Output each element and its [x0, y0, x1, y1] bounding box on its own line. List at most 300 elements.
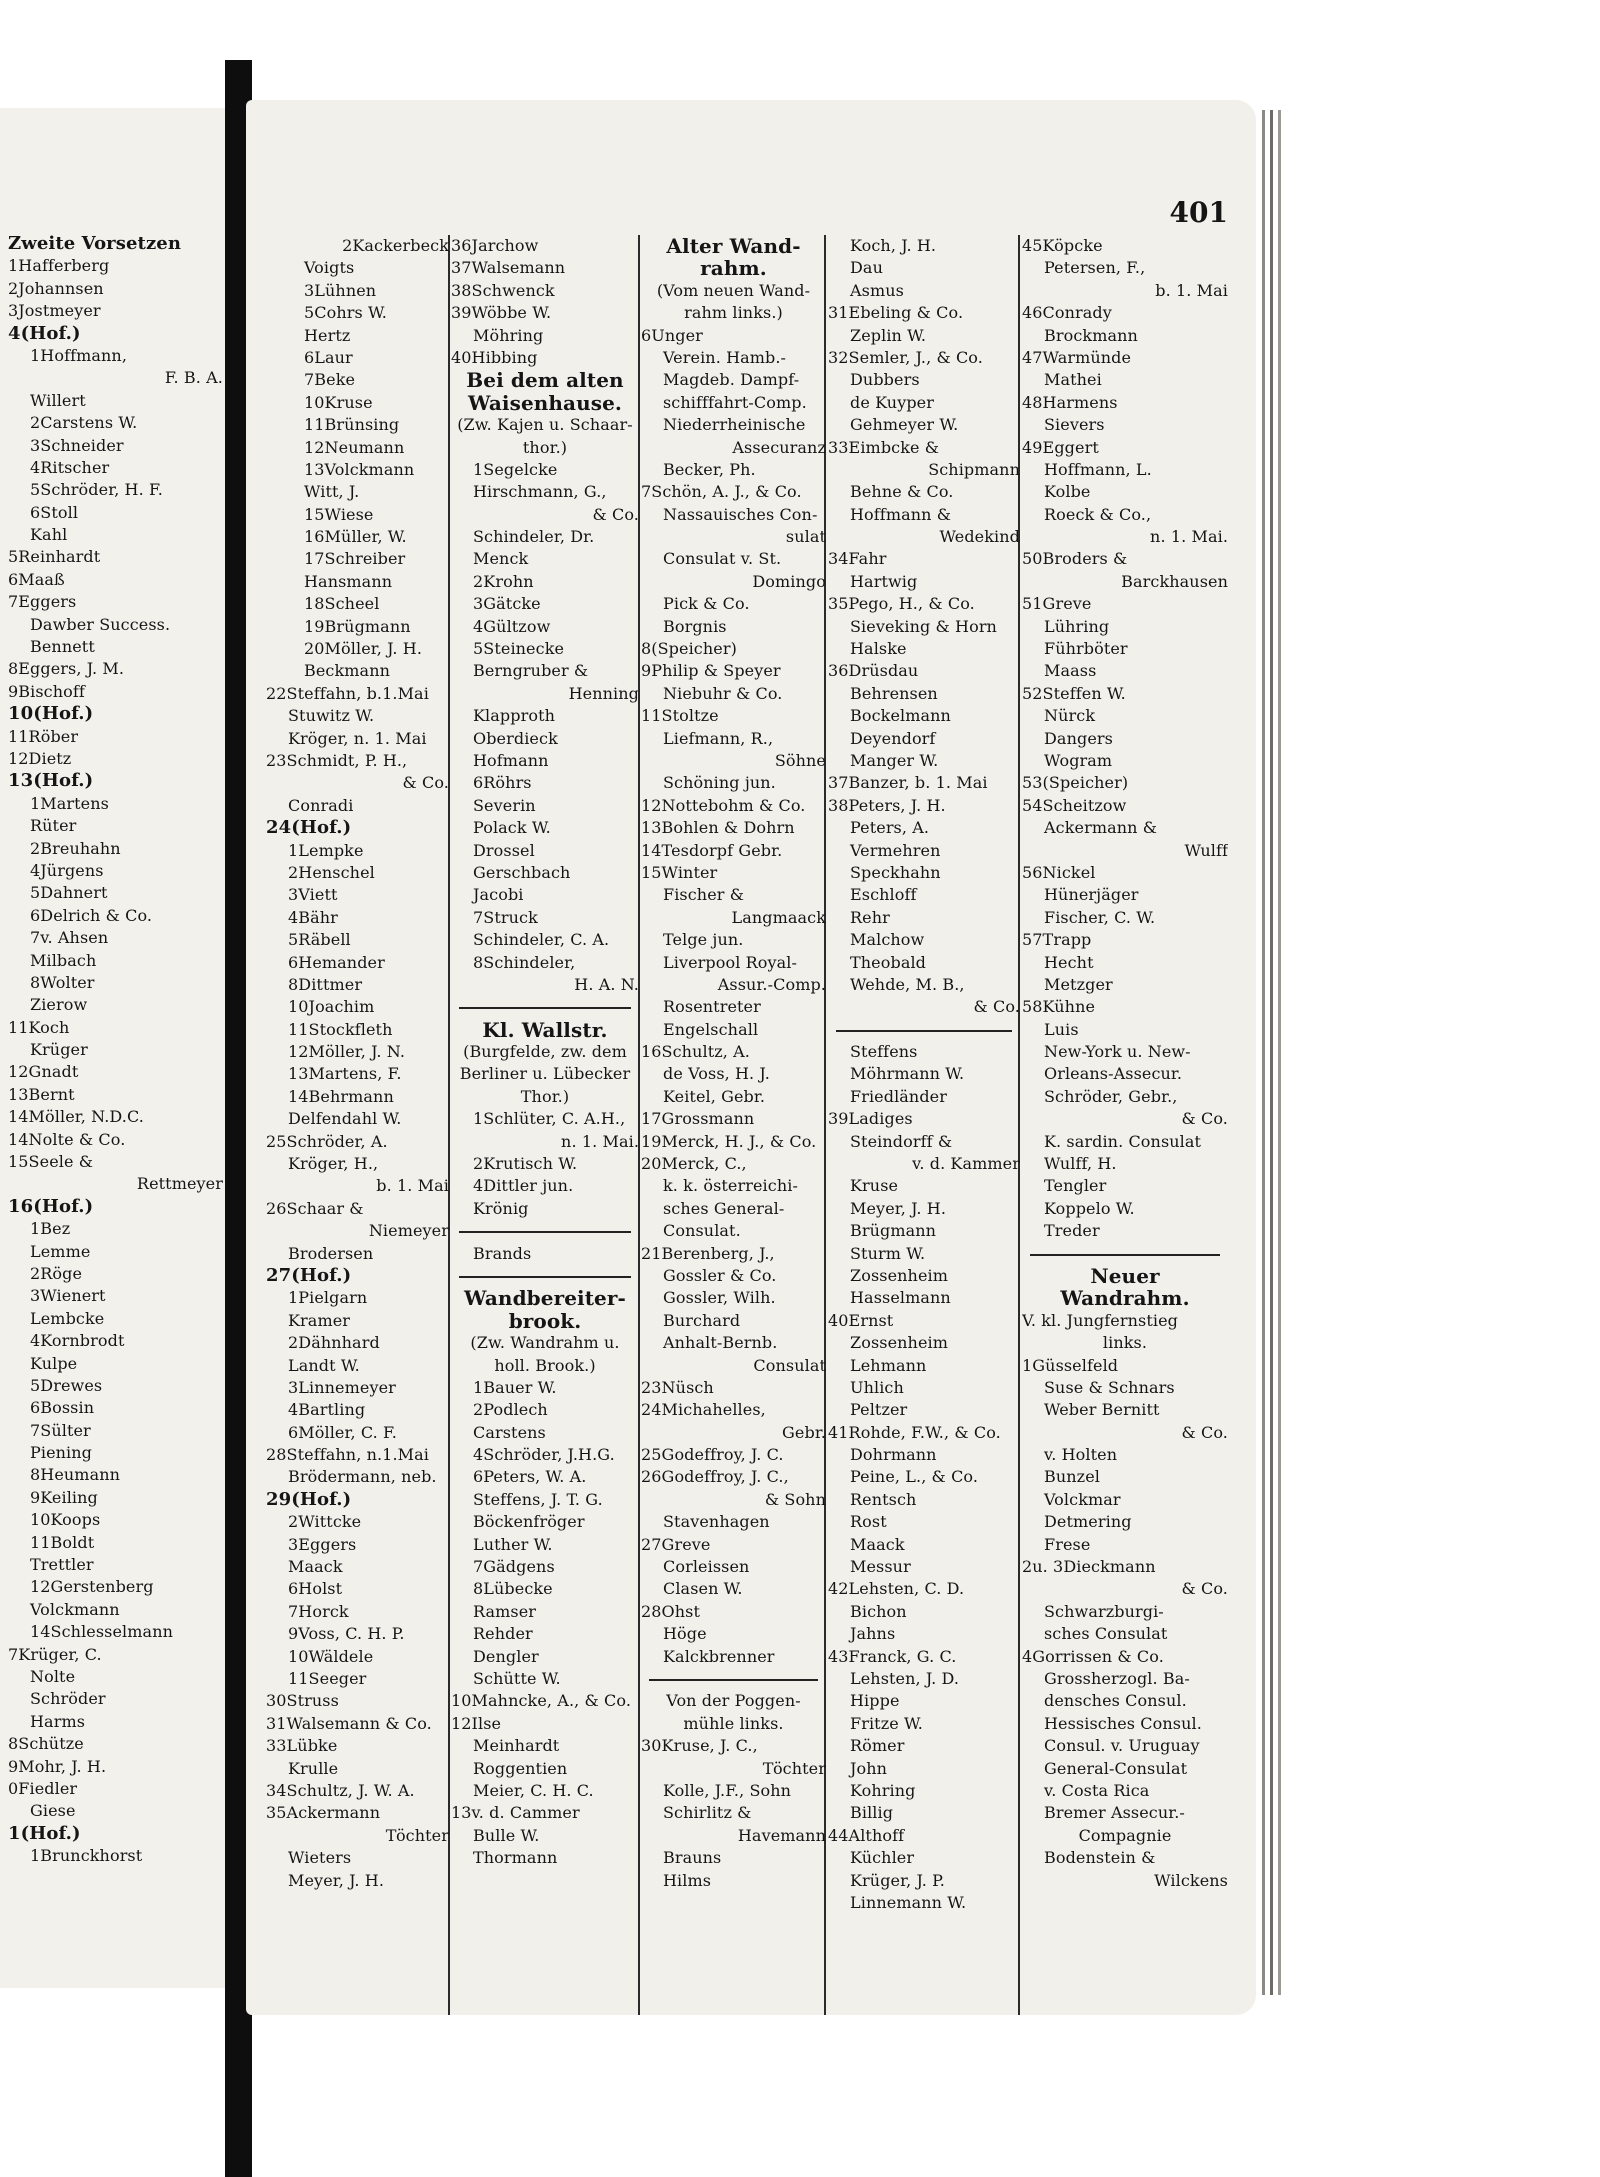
directory-entry: 13Volckmann [304, 459, 415, 479]
directory-entry: 4Gorrissen & Co. [1022, 1646, 1164, 1666]
directory-entry: 18Scheel [304, 594, 380, 614]
directory-entry: 53(Speicher) [1022, 773, 1129, 793]
directory-entry: 5Cohrs W. [304, 303, 387, 323]
directory-entry: Deyendorf [850, 728, 936, 748]
directory-entry: Töchter [762, 1758, 826, 1778]
directory-entry: Krulle [288, 1758, 339, 1778]
directory-entry: Nassauisches Con- [663, 504, 818, 524]
directory-entry: & Co. [402, 773, 449, 793]
directory-entry: Assecuranz [732, 437, 826, 457]
directory-entry: Zossenheim [850, 1333, 949, 1353]
directory-entry: 39Ladiges [828, 1109, 913, 1129]
directory-entry: Manger W. [850, 750, 939, 770]
directory-entry: 11Boldt [30, 1532, 95, 1552]
directory-entry: Hippe [850, 1691, 900, 1711]
directory-entry: Sturm W. [850, 1243, 926, 1263]
directory-entry: 31Ebeling & Co. [828, 303, 964, 323]
directory-entry: 4Kornbrodt [30, 1331, 125, 1351]
directory-entry: 3Linnemeyer [288, 1377, 396, 1397]
directory-entry: & Sohn [764, 1489, 826, 1509]
directory-entry: Nolte [30, 1667, 76, 1686]
directory-entry: schifffahrt-Comp. [663, 392, 807, 412]
left-page [0, 108, 225, 1988]
directory-entry: Dohrmann [850, 1445, 937, 1465]
directory-entry: Brockmann [1044, 325, 1138, 345]
directory-entry: 13Bohlen & Dohrn [641, 818, 795, 838]
directory-entry: 28Steffahn, n.1.Mai [266, 1445, 429, 1465]
directory-entry: Kulpe [30, 1353, 78, 1373]
directory-entry: Dawber Success. [30, 614, 171, 634]
directory-entry: 54Scheitzow [1022, 795, 1127, 815]
directory-entry: Koch, J. H. [850, 236, 937, 255]
directory-entry: John [850, 1758, 888, 1778]
directory-entry: 7Eggers [8, 592, 77, 612]
directory-entry: Hansmann [304, 571, 393, 591]
directory-entry: 14Möller, N.D.C. [8, 1107, 144, 1127]
directory-entry: Petersen, F., [1044, 258, 1146, 278]
directory-entry: Lehsten, J. D. [850, 1669, 960, 1688]
directory-entry: Havemann [737, 1825, 826, 1845]
directory-entry: Thor.) [520, 1086, 570, 1106]
directory-entry: 40Hibbing [451, 347, 538, 367]
directory-entry: Oberdieck [473, 728, 558, 748]
directory-entry: Kolle, J.F., Sohn [663, 1780, 792, 1800]
directory-entry: Wilckens [1154, 1870, 1228, 1890]
directory-entry: General-Consulat [1044, 1758, 1188, 1778]
directory-entry: Zeplin W. [850, 325, 927, 345]
directory-entry: 37Walsemann [451, 258, 566, 278]
directory-entry: 6Holst [288, 1579, 343, 1599]
directory-entry: 7Schön, A. J., & Co. [641, 482, 802, 502]
directory-entry: Landt W. [288, 1355, 360, 1375]
directory-entry: Brauns [663, 1848, 722, 1868]
directory-entry: Bulle W. [473, 1825, 540, 1845]
directory-entry: Fischer, C. W. [1044, 907, 1156, 927]
directory-entry: 8Lübecke [473, 1579, 553, 1599]
directory-entry: Compagnie [1078, 1825, 1172, 1845]
directory-entry: 10Joachim [288, 997, 375, 1017]
directory-entry: 5Räbell [288, 930, 351, 950]
directory-entry: Rosentreter [663, 997, 761, 1017]
directory-entry: Menck [473, 549, 529, 569]
directory-entry: Hilms [663, 1870, 712, 1890]
directory-entry: Sieveking & Horn [850, 616, 997, 636]
directory-entry: 57Trapp [1022, 930, 1092, 950]
directory-entry: Liverpool Royal- [663, 952, 797, 972]
directory-entry: Kolbe [1044, 482, 1091, 502]
section-heading: Zweite Vorsetzen [8, 233, 182, 254]
directory-entry: Willert [30, 390, 86, 410]
directory-entry: Orleans-Assecur. [1044, 1064, 1183, 1084]
directory-entry: 49Eggert [1022, 437, 1099, 457]
directory-entry: 11Koch [8, 1017, 70, 1037]
directory-entry: n. 1. Mai. [1150, 527, 1228, 547]
directory-entry: Magdeb. Dampf- [663, 370, 800, 390]
directory-entry: 8(Speicher) [641, 639, 737, 659]
directory-entry: Harms [30, 1711, 86, 1731]
directory-entry: 13Martens, F. [288, 1064, 402, 1084]
directory-entry: Römer [850, 1736, 905, 1756]
directory-entry: Schöning jun. [663, 773, 776, 793]
directory-entry: Niederrheinische [663, 415, 806, 435]
section-heading: Kl. Wallstr. [482, 1018, 608, 1042]
directory-entry: 3Gätcke [473, 594, 541, 614]
directory-entry: & Co. [592, 504, 639, 524]
directory-entry: Malchow [850, 930, 925, 950]
directory-entry: Wehde, M. B., [850, 974, 965, 994]
directory-entry: Meinhardt [473, 1736, 560, 1756]
directory-entry: Friedländer [850, 1086, 947, 1106]
directory-entry: 58Kühne [1022, 997, 1096, 1017]
section-heading: Wandrahm. [1060, 1287, 1190, 1310]
directory-entry: Roeck & Co., [1044, 504, 1152, 524]
directory-entry: Möhrmann W. [850, 1064, 965, 1084]
directory-entry: Treder [1044, 1221, 1100, 1241]
directory-entry: (Zw. Kajen u. Schaar- [457, 415, 633, 435]
directory-entry: V. kl. Jungfernstieg [1022, 1310, 1178, 1330]
directory-entry: Kruse [850, 1176, 899, 1196]
directory-entry: 12Neumann [304, 437, 405, 457]
directory-entry: Gossler, Wilh. [663, 1288, 776, 1308]
directory-entry: Borgnis [663, 616, 727, 636]
directory-entry: holl. Brook.) [494, 1355, 596, 1375]
directory-entry: 12Ilse [451, 1713, 502, 1733]
directory-entry: 23Nüsch [641, 1377, 714, 1397]
directory-entry: 4Jürgens [30, 860, 104, 880]
directory-entry: Clasen W. [663, 1579, 743, 1599]
directory-entry: 2Krohn [473, 571, 534, 591]
directory-entry: b. 1. Mai [376, 1176, 449, 1196]
section-heading: 16(Hof.) [8, 1195, 94, 1217]
directory-entry: 5Dahnert [30, 883, 108, 903]
directory-entry: 16Müller, W. [304, 527, 407, 547]
directory-entry: 3Viett [288, 885, 338, 905]
directory-entry: Steffens, J. T. G. [473, 1489, 603, 1509]
directory-entry: Anhalt-Bernb. [663, 1333, 778, 1353]
directory-entry: 35Ackermann [266, 1803, 381, 1823]
directory-entry: Von der Poggen- [666, 1691, 801, 1711]
directory-entry: Consul. v. Uruguay [1044, 1736, 1200, 1756]
directory-entry: Ramser [473, 1601, 537, 1621]
directory-entry: 14Schlesselmann [30, 1622, 173, 1642]
directory-entry: Volckmar [1044, 1489, 1121, 1509]
directory-entry: Thormann [473, 1848, 558, 1868]
directory-entry: 9Mohr, J. H. [8, 1756, 107, 1776]
directory-entry: Meyer, J. H. [288, 1870, 385, 1890]
directory-entry: 6Delrich & Co. [30, 905, 153, 925]
directory-entry: 7Sülter [30, 1420, 91, 1440]
directory-entry: 15Winter [641, 862, 718, 882]
directory-entry: 5Drewes [30, 1375, 103, 1395]
directory-entry: Beckmann [304, 661, 391, 681]
directory-entry: 19Merck, H. J., & Co. [641, 1131, 817, 1151]
directory-entry: 11Stoltze [641, 706, 719, 726]
directory-column-1 [266, 235, 449, 1892]
directory-entry: Maack [288, 1557, 343, 1577]
directory-entry: Schirlitz & [663, 1803, 752, 1823]
directory-entry: 4Bartling [288, 1400, 366, 1420]
directory-entry: Böckenfröger [473, 1512, 585, 1532]
directory-entry: Bichon [850, 1601, 907, 1621]
directory-entry: 2Podlech [473, 1400, 548, 1420]
directory-entry: Möhring [473, 325, 544, 345]
directory-entry: Wogram [1044, 750, 1113, 770]
directory-entry: Steffens [850, 1042, 918, 1062]
directory-entry: 31Walsemann & Co. [266, 1713, 432, 1733]
directory-entry: Stuwitz W. [288, 706, 375, 726]
directory-entry: 7Krüger, C. [8, 1644, 102, 1664]
directory-entry: de Voss, H. J. [663, 1064, 770, 1084]
directory-entry: 51Greve [1022, 594, 1092, 614]
directory-entry: 14Behrmann [288, 1086, 394, 1106]
directory-entry: Schipmann [928, 459, 1020, 479]
directory-entry: Bunzel [1044, 1467, 1100, 1487]
directory-entry: Jahns [850, 1624, 896, 1644]
page-edge [1262, 110, 1265, 1995]
directory-entry: densches Consul. [1044, 1691, 1187, 1711]
directory-entry: 25Schröder, A. [266, 1131, 388, 1151]
directory-entry: Linnemann W. [850, 1892, 967, 1912]
directory-entry: (Vom neuen Wand- [656, 280, 811, 300]
directory-entry: Luis [1044, 1019, 1079, 1039]
directory-entry: Messur [850, 1557, 911, 1577]
directory-entry: Rost [850, 1512, 887, 1532]
directory-entry: Ackermann & [1044, 818, 1158, 838]
directory-entry: 38Schwenck [451, 280, 555, 300]
directory-entry: 4Gültzow [473, 616, 551, 636]
directory-entry: Hessisches Consul. [1044, 1713, 1202, 1733]
directory-entry: 2Krutisch W. [473, 1154, 578, 1174]
directory-entry: Zierow [30, 995, 88, 1015]
directory-entry: 5Reinhardt [8, 547, 101, 567]
directory-entry: 1Bauer W. [473, 1377, 557, 1397]
directory-entry: 27Greve [641, 1534, 711, 1554]
directory-entry: 12Dietz [8, 748, 72, 768]
directory-entry: 37Banzer, b. 1. Mai [828, 773, 988, 793]
directory-entry: 8Schütze [8, 1734, 84, 1754]
directory-entry: n. 1. Mai. [561, 1131, 639, 1151]
directory-entry: 13Bernt [8, 1084, 75, 1104]
directory-entry: Behrensen [850, 683, 938, 703]
directory-entry: 33Lübke [266, 1736, 338, 1756]
directory-entry: F. B. A. [164, 368, 223, 388]
directory-entry: Brodersen [288, 1243, 374, 1263]
directory-entry: Mathei [1044, 370, 1102, 390]
page-number: 401 [1169, 196, 1228, 229]
directory-entry: 5Steinecke [473, 639, 565, 659]
directory-entry: Brödermann, neb. [288, 1467, 437, 1487]
directory-entry: K. sardin. Consulat [1044, 1131, 1202, 1151]
directory-entry: Henning [568, 683, 639, 703]
directory-entry: 25Godeffroy, J. C. [641, 1445, 784, 1465]
directory-entry: Uhlich [850, 1377, 904, 1397]
directory-entry: Schindeler, Dr. [473, 527, 595, 547]
directory-entry: mühle links. [683, 1713, 784, 1733]
directory-entry: 1Bez [30, 1219, 71, 1239]
directory-entry: 1Hoffmann, [30, 345, 128, 365]
directory-entry: Bremer Assecur.- [1044, 1803, 1185, 1823]
directory-entry: v. Costa Rica [1044, 1780, 1150, 1800]
directory-entry: Rüter [30, 816, 77, 836]
directory-entry: Berliner u. Lübecker [459, 1064, 631, 1084]
directory-entry: Steindorff & [850, 1131, 953, 1151]
directory-entry: Dangers [1044, 728, 1113, 748]
directory-entry: 17Schreiber [304, 549, 406, 569]
directory-entry: 0Fiedler [8, 1778, 78, 1798]
directory-entry: Grossherzogl. Ba- [1044, 1669, 1190, 1688]
directory-entry: Roggentien [473, 1758, 568, 1778]
directory-entry: Hartwig [850, 571, 918, 591]
directory-entry: Burchard [663, 1310, 741, 1330]
directory-entry: 1Hafferberg [8, 256, 110, 276]
directory-entry: Nürck [1044, 706, 1096, 726]
directory-entry: 15Wiese [304, 504, 374, 524]
directory-entry: 43Franck, G. C. [828, 1646, 957, 1666]
directory-entry: Carstens [473, 1422, 546, 1442]
directory-column-3 [641, 235, 826, 1892]
directory-entry: Engelschall [663, 1019, 759, 1039]
directory-entry: Niebuhr & Co. [663, 683, 783, 703]
directory-entry: Töchter [385, 1825, 449, 1845]
directory-entry: Trettler [30, 1555, 94, 1575]
directory-entry: 2Breuhahn [30, 838, 121, 858]
directory-entry: 20Merck, C., [641, 1154, 747, 1174]
directory-entry: Lühring [1044, 616, 1110, 636]
directory-entry: Frese [1044, 1534, 1091, 1554]
directory-entry: Stavenhagen [663, 1512, 770, 1532]
directory-entry: 30Struss [266, 1691, 339, 1711]
directory-entry: 3Lühnen [304, 280, 377, 300]
section-heading: 27(Hof.) [266, 1264, 352, 1286]
directory-entry: 11Stockfleth [288, 1019, 393, 1039]
directory-entry: Detmering [1044, 1512, 1132, 1532]
section-divider [641, 1668, 826, 1690]
directory-entry: Bennett [30, 637, 95, 657]
directory-entry: 22Steffahn, b.1.Mai [266, 683, 429, 703]
directory-entry: Rehder [473, 1624, 533, 1644]
directory-entry: 26Godeffroy, J. C., [641, 1467, 789, 1487]
directory-entry: Höge [663, 1624, 707, 1644]
directory-entry: 8Schindeler, [473, 952, 576, 972]
directory-entry: 9Keiling [30, 1487, 98, 1507]
directory-entry: 5Schröder, H. F. [30, 480, 163, 500]
directory-entry: Weber Bernitt [1044, 1400, 1160, 1420]
directory-entry: 1Martens [30, 793, 109, 813]
directory-entry: 16Schultz, A. [641, 1042, 750, 1062]
directory-entry: Behne & Co. [850, 482, 954, 502]
directory-entry: 21Berenberg, J., [641, 1243, 775, 1263]
directory-entry: Metzger [1044, 974, 1113, 994]
directory-entry: 12Gerstenberg [30, 1577, 154, 1597]
directory-entry: Wulff, H. [1044, 1154, 1117, 1174]
directory-entry: Kröger, H., [288, 1154, 379, 1174]
directory-entry: Consulat v. St. [663, 549, 782, 569]
directory-entry: Hofmann [473, 750, 549, 770]
directory-entry: 10Koops [30, 1510, 101, 1530]
directory-entry: Witt, J. [304, 482, 360, 502]
directory-entry: 7Horck [288, 1601, 349, 1621]
directory-entry: 1Brunckhorst [30, 1846, 143, 1866]
directory-entry: 6Peters, W. A. [473, 1467, 587, 1487]
directory-entry: 33Eimbcke & [828, 437, 940, 457]
directory-entry: sches General- [663, 1198, 785, 1218]
directory-entry: 6Unger [641, 325, 703, 345]
directory-entry: Milbach [30, 950, 97, 970]
directory-entry: Lemme [30, 1241, 91, 1261]
directory-entry: Peine, L., & Co. [850, 1467, 979, 1487]
directory-entry: 6Röhrs [473, 773, 532, 793]
directory-entry: 28Ohst [641, 1601, 701, 1621]
directory-entry: Koppelo W. [1044, 1198, 1135, 1218]
section-heading: Neuer [1090, 1264, 1160, 1288]
directory-entry: Fritze W. [850, 1713, 923, 1733]
directory-entry: links. [1102, 1333, 1148, 1353]
directory-entry: 26Schaar & [266, 1198, 364, 1218]
directory-entry: Telge jun. [663, 930, 744, 950]
directory-entry: 39Wöbbe W. [451, 303, 552, 323]
directory-entry: 40Ernst [828, 1310, 894, 1330]
directory-entry: 2Kackerbeck [342, 236, 449, 255]
directory-entry: 9Voss, C. H. P. [288, 1624, 405, 1644]
directory-entry: 47Warmünde [1022, 347, 1132, 367]
section-heading: Wandbereiter- [464, 1287, 626, 1310]
directory-entry: 6Möller, C. F. [288, 1422, 397, 1442]
directory-entry: Dubbers [850, 370, 920, 390]
section-heading: Waisenhause. [468, 391, 622, 415]
directory-entry: & Co. [973, 997, 1020, 1017]
directory-entry: (Burgfelde, zw. dem [463, 1042, 627, 1062]
directory-entry: Verein. Hamb.- [663, 347, 787, 367]
directory-entry: 36Drüsdau [828, 661, 919, 681]
directory-entry: Kohring [850, 1780, 916, 1800]
directory-entry: 15Seele & [8, 1152, 94, 1172]
directory-entry: Corleissen [663, 1557, 750, 1577]
directory-entry: 34Fahr [828, 549, 887, 569]
directory-entry: 6Stoll [30, 502, 79, 522]
section-heading: 24(Hof.) [266, 817, 352, 839]
directory-entry: 36Jarchow [451, 236, 539, 255]
directory-entry: Langmaack [731, 907, 826, 927]
directory-entry: Schröder [30, 1689, 106, 1709]
directory-entry: Domingo [752, 571, 826, 591]
directory-entry: Barckhausen [1121, 571, 1228, 591]
directory-entry: Dau [850, 258, 883, 278]
directory-entry: Peters, A. [850, 818, 930, 838]
directory-entry: 6Bossin [30, 1398, 95, 1418]
directory-entry: 2Wittcke [288, 1512, 362, 1532]
directory-entry: 8Wolter [30, 972, 95, 992]
directory-entry: 13v. d. Cammer [451, 1803, 580, 1823]
directory-entry: 11Seeger [288, 1669, 367, 1688]
directory-entry: (Zw. Wandrahm u. [470, 1333, 620, 1353]
directory-entry: rahm links.) [684, 303, 783, 323]
directory-entry: thor.) [522, 437, 568, 457]
directory-entry: 10Kruse [304, 392, 373, 412]
directory-entry: Billig [850, 1803, 894, 1823]
directory-entry: Hertz [304, 325, 351, 345]
directory-entry: 6Maaß [8, 569, 65, 589]
directory-entry: 30Kruse, J. C., [641, 1736, 758, 1756]
directory-entry: & Co. [1181, 1109, 1228, 1129]
directory-entry: Dengler [473, 1646, 539, 1666]
directory-entry: Krüger, J. P. [850, 1870, 945, 1890]
directory-entry: Hirschmann, G., [473, 482, 607, 502]
directory-entry: 4Schröder, J.H.G. [473, 1445, 615, 1465]
directory-entry: 9Philip & Speyer [641, 661, 781, 681]
directory-entry: 52Steffen W. [1022, 683, 1126, 703]
directory-entry: v. Holten [1044, 1445, 1118, 1465]
directory-entry: Schindeler, C. A. [473, 930, 610, 950]
